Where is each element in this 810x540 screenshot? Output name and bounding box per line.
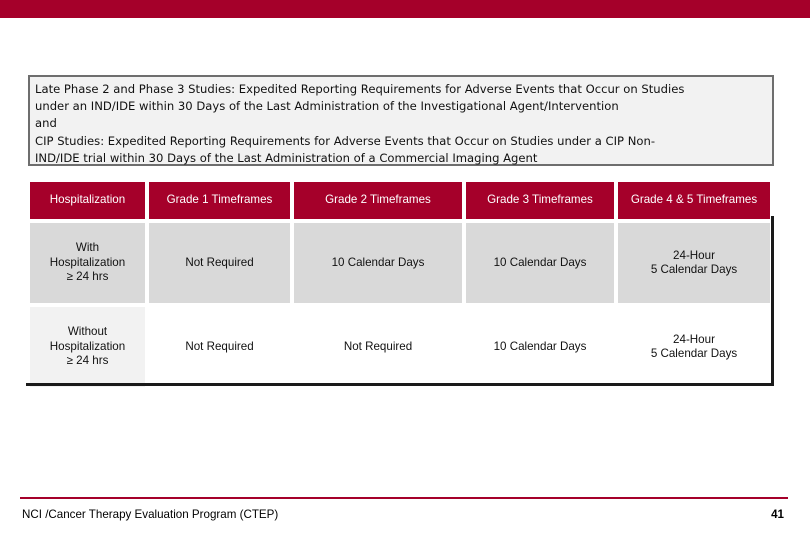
table-cell [466, 307, 614, 387]
slide-title-box [28, 75, 774, 166]
cell-text: Not Required [185, 255, 254, 269]
cell-text: 10 Calendar Days [331, 255, 425, 269]
table-header-row [30, 182, 770, 219]
cell-text: Hospitalization [49, 339, 126, 353]
top-brand-bar [0, 0, 810, 18]
table-cell [294, 223, 462, 303]
cell-text: 24-Hour [673, 332, 715, 346]
title-line: under an IND/IDE within 30 Days of the Last Administration of the Investigational Agent/Intervention [35, 99, 619, 114]
row-label-cell [30, 307, 145, 387]
table-cell [294, 307, 462, 387]
table-cell [618, 223, 770, 303]
cell-text: With [75, 241, 100, 255]
header-hospitalization: Hospitalization [30, 182, 145, 219]
row-label-cell [30, 223, 145, 303]
cell-text: 24-Hour [673, 248, 715, 262]
cell-text: 10 Calendar Days [493, 339, 587, 353]
footer-organization: NCI /Cancer Therapy Evaluation Program (CTEP) [22, 508, 279, 521]
cell-text: Not Required [185, 339, 254, 353]
header-grade-4-5: Grade 4 & 5 Timeframes [618, 182, 770, 219]
title-line: CIP Studies: Expedited Reporting Requirements for Adverse Events that Occur on Studies under a CIP Non- [35, 133, 656, 148]
reporting-timeframes-table [26, 178, 774, 391]
table-cell [149, 307, 290, 387]
page-number: 41 [771, 508, 784, 521]
title-line: and [35, 116, 57, 131]
table-cell [618, 307, 770, 387]
table-row [30, 223, 770, 303]
header-grade-2: Grade 2 Timeframes [294, 182, 462, 219]
cell-text: Without [67, 325, 108, 339]
title-line: Late Phase 2 and Phase 3 Studies: Expedited Reporting Requirements for Adverse Events that Occur on Studies [35, 82, 685, 96]
cell-text: 5 Calendar Days [650, 347, 738, 360]
table-cell [466, 223, 614, 303]
table-row [30, 307, 770, 387]
table-cell [149, 223, 290, 303]
cell-text: 10 Calendar Days [493, 255, 587, 269]
footer-divider [20, 497, 788, 499]
title-line: IND/IDE trial within 30 Days of the Last Administration of a Commercial Imaging Agent [35, 150, 538, 165]
cell-text: 5 Calendar Days [650, 263, 738, 276]
cell-text: Hospitalization [49, 255, 126, 269]
cell-text: ≥ 24 hrs [66, 354, 109, 368]
header-grade-3: Grade 3 Timeframes [466, 182, 614, 219]
cell-text: ≥ 24 hrs [66, 270, 109, 284]
header-grade-1: Grade 1 Timeframes [149, 182, 290, 219]
cell-text: Not Required [343, 339, 413, 353]
